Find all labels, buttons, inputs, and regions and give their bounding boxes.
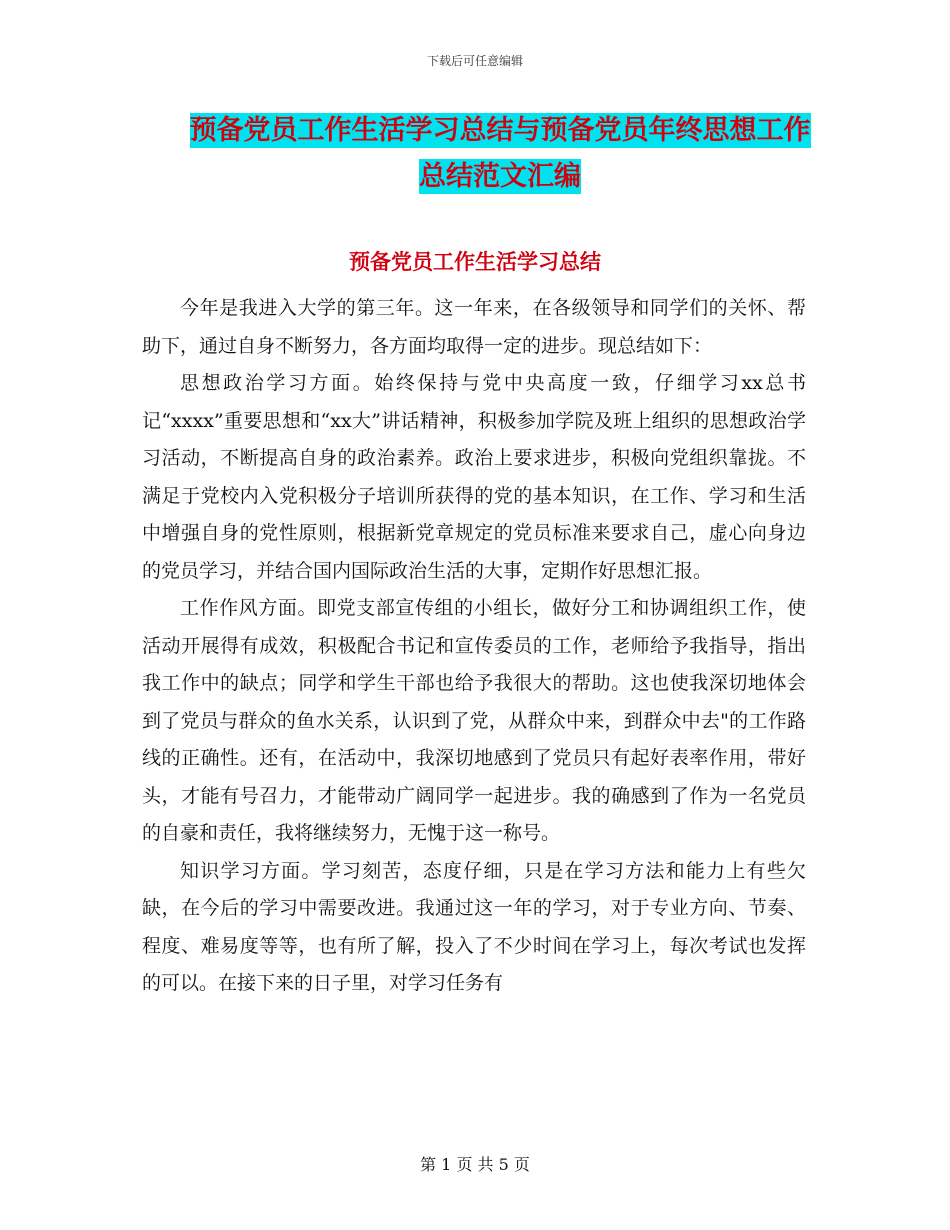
page-footer: 第 1 页 共 5 页 [420, 1155, 530, 1174]
paragraph-work-style: 工作作风方面。即党支部宣传组的小组长，做好分工和协调组织工作，使活动开展得有成效，积极配合书记和宣传委员的工作，老师给予我指导，指出我工作中的缺点；同学和学生干部也给予我很大的帮助。这也使我深切地体会到了党员与群众的鱼水关系，认识到了党，从群众中来，到群众中去"的工作路线的正确性。还有，在活动中，我深切地感到了党员只有起好表率作用，带好头，才能有号召力，才能带动广阔同学一起进步。我的确感到了作为一名党员的自豪和责任，我将继续努力，无愧于这一称号。 [142, 597, 806, 844]
document-title [140, 108, 860, 200]
body-text [142, 290, 806, 1003]
paragraph-knowledge-study: 知识学习方面。学习刻苦，态度仔细，只是在学习方法和能力上有些欠缺，在今后的学习中需要改进。我通过这一年的学习，对于专业方向、节奏、程度、难易度等等，也有所了解，投入了不少时间在学习上，每次考试也发挥的可以。在接下来的日子里，对学习任务有 [142, 859, 806, 994]
paragraph-intro: 今年是我进入大学的第三年。这一年来，在各级领导和同学们的关怀、帮助下，通过自身不断努力，各方面均取得一定的进步。现总结如下： [142, 297, 806, 357]
paragraph-political-study: 思想政治学习方面。始终保持与党中央高度一致，仔细学习xx总书记“xxxx”重要思想和“xx大”讲话精神，积极参加学院及班上组织的思想政治学习活动，不断提高自身的政治素养。政治上要求进步，积极向党组织靠拢。不满足于党校内入党积极分子培训所获得的党的基本知识，在工作、学习和生活中增强自身的党性原则，根据新党章规定的党员标准来要求自己，虚心向身边的党员学习，并结合国内国际政治生活的大事，定期作好思想汇报。 [142, 372, 806, 582]
header-note: 下载后可任意编辑 [426, 54, 523, 68]
title-line-1: 预备党员工作生活学习总结与预备党员年终思想工作 [189, 115, 811, 146]
title-line-2: 总结范文汇编 [419, 161, 581, 192]
section-title: 预备党员工作生活学习总结 [349, 250, 601, 274]
